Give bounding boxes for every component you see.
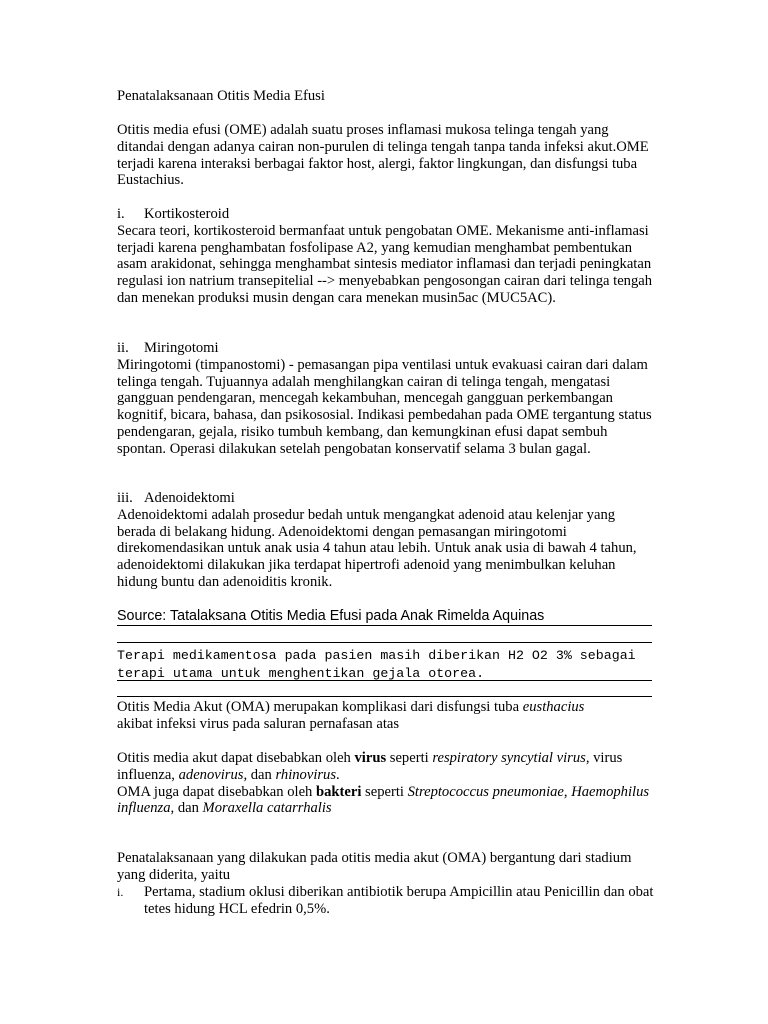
text-run: seperti [386, 750, 433, 766]
list-number: i. [117, 885, 124, 899]
divider-line [117, 696, 652, 697]
text-run: Otitis media akut dapat disebabkan oleh [117, 750, 355, 766]
section-heading [117, 206, 655, 223]
divider-line [117, 625, 652, 626]
document-title: Penatalaksanaan Otitis Media Efusi [117, 88, 325, 104]
text-run: , dan [170, 800, 203, 817]
text-run: OMA juga dapat disebabkan oleh [117, 783, 316, 800]
oma-intro-line-2: akibat infeksi virus pada saluran pernafasan atas [117, 715, 400, 732]
bacteria-text [117, 784, 655, 818]
section-body: Secara teori, kortikosteroid bermanfaat untuk pengobatan OME. Mekanisme anti-inflamasi terjadi karena penghambatan fosfolipase A2, yang kemudian menghambat pembentukan asam arakidonat, sehingga menghambat sintesis mediator inflamasi dan terjadi peningkatan regulasi ion natrium transepitelial --> menyebabkan pengosongan cairan dari telinga tengah dan menekan produksi musin dengan cara menekan musin5ac (MUC5AC). [117, 222, 653, 306]
text-run: seperti [361, 783, 408, 800]
oma-intro-line-1 [117, 699, 655, 716]
list-item [117, 884, 655, 918]
section-number: i. [117, 206, 125, 222]
section-title: Miringotomi [144, 340, 219, 356]
oma-management-paragraph: Penatalaksanaan yang dilakukan pada otitis media akut (OMA) bergantung dari stadium yang diderita, yaitu [117, 850, 632, 883]
section-heading [117, 340, 655, 357]
italic-bacteria-name: Streptococcus pneumoniae [407, 783, 564, 800]
virus-text [117, 750, 655, 784]
section-heading [117, 490, 655, 507]
oma-intro-italic: eusthacius [522, 699, 585, 715]
text-run: . [336, 766, 340, 783]
section-miringotomi [117, 340, 655, 458]
section-body: Adenoidektomi adalah prosedur bedah untuk mengangkat adenoid atau kelenjar yang berada di belakang hidung. Adenoidektomi dengan pemasangan miringotomi direkomendasikan untuk anak usia 4 tahun atau lebih. Untuk anak usia di bawah 4 tahun, adenoidektomi dilakukan jika terdapat hipertrofi adenoid yang menimbulkan keluhan hidung buntu dan adenoiditis kronik. [117, 506, 637, 590]
italic-bacteria-name: Moraxella catarrhalis [202, 800, 332, 817]
bold-virus: virus [354, 750, 387, 766]
section-kortikosteroid [117, 206, 655, 307]
document-page [117, 0, 655, 1024]
section-number: ii. [117, 340, 129, 356]
boxed-note: Terapi medikamentosa pada pasien masih diberikan H2 O2 3% sebagai terapi utama untuk menghentikan gejala otorea. [117, 648, 636, 681]
italic-virus-name: adenovirus [178, 766, 244, 783]
section-number: iii. [117, 490, 133, 506]
section-title: Kortikosteroid [144, 206, 230, 222]
oma-list [117, 884, 655, 918]
text-run: , virus influenza, [117, 750, 623, 783]
oma-intro-text: Otitis Media Akut (OMA) merupakan komplikasi dari disfungsi tuba [117, 699, 523, 715]
text-run: , dan [243, 766, 276, 783]
bold-bacteria: bakteri [316, 783, 362, 800]
divider-line [117, 642, 652, 643]
section-adenoidektomi [117, 490, 655, 591]
italic-virus-name: rhinovirus [275, 766, 337, 783]
text-run: , [563, 783, 572, 800]
virus-paragraph [117, 750, 655, 817]
oma-intro-paragraph [117, 699, 655, 733]
divider-line [117, 680, 652, 681]
list-text: Pertama, stadium oklusi diberikan antibiotik berupa Ampicillin atau Penicillin dan obat tetes hidung HCL efedrin 0,5%. [144, 884, 654, 917]
section-title: Adenoidektomi [144, 490, 235, 506]
italic-virus-name: respiratory syncytial virus [432, 750, 586, 766]
italic-bacteria-name: Haemophilus influenza [117, 783, 650, 817]
section-body: Miringotomi (timpanostomi) - pemasangan pipa ventilasi untuk evakuasi cairan dari dalam telinga tengah. Tujuannya adalah menghilangkan cairan di telinga tengah, mengatasi gangguan pendengaran, mencegah kekambuhan, mencegah gangguan perkembangan kognitif, bicara, bahasa, dan psikososial. Indikasi pembedahan pada OME tergantung status pendengaran, gejala, risiko tumbuh kembang, dan kemungkinan efusi dapat sembuh spontan. Operasi dilakukan setelah pengobatan konservatif selama 3 bulan gagal. [117, 356, 652, 457]
ome-intro-paragraph: Otitis media efusi (OME) adalah suatu proses inflamasi mukosa telinga tengah yang ditandai dengan adanya cairan non-purulen di telinga tengah tanpa tanda infeksi akut.OME terjadi karena interaksi berbagai faktor host, alergi, faktor lingkungan, dan disfungsi tuba Eustachius. [117, 122, 649, 189]
source-citation: Source: Tatalaksana Otitis Media Efusi pada Anak Rimelda Aquinas [117, 608, 545, 624]
